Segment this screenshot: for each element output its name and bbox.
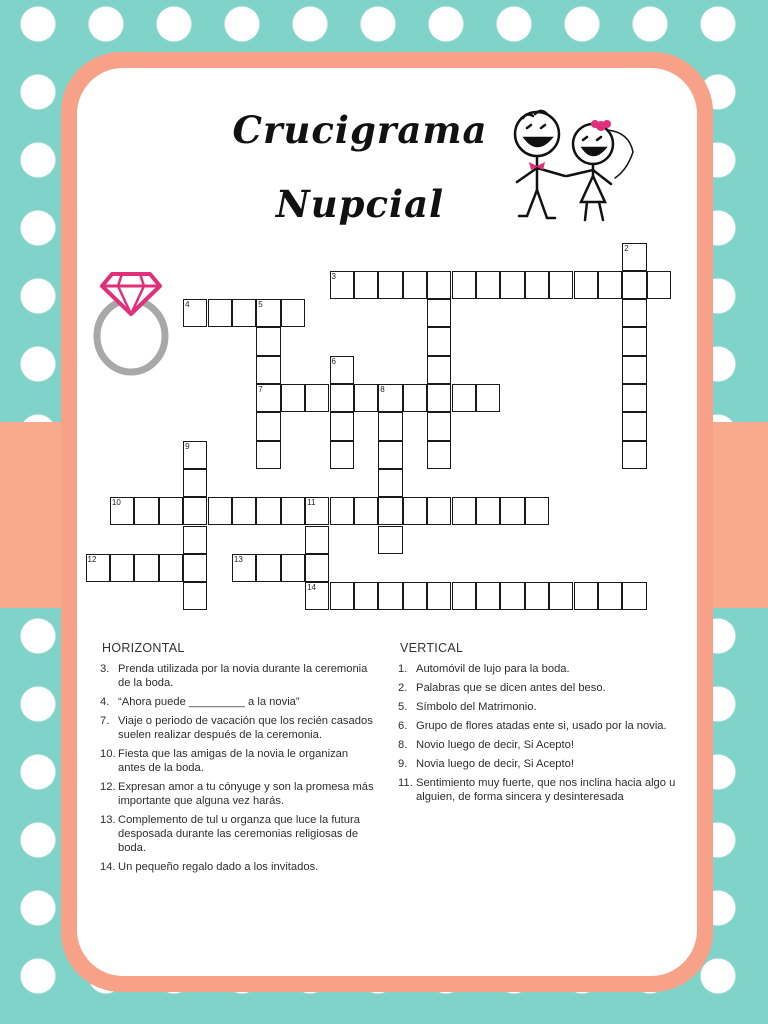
crossword-cell[interactable] xyxy=(378,271,402,299)
clue-text: Viaje o periodo de vacación que los recién casados suelen realizar después de la ceremonia. xyxy=(118,715,373,741)
crossword-cell[interactable] xyxy=(427,441,451,469)
crossword-cell[interactable] xyxy=(378,412,402,440)
clue-text: Complemento de tul u organza que luce la futura desposada durante las ceremonias religiosas de boda. xyxy=(118,814,360,854)
crossword-cell[interactable] xyxy=(159,497,183,525)
title-line-2: Nupcial xyxy=(275,182,445,226)
clue-number: 10. xyxy=(100,748,116,760)
crossword-cell[interactable] xyxy=(305,554,329,582)
crossword-cell[interactable] xyxy=(86,554,110,582)
crossword-cell[interactable] xyxy=(208,299,232,327)
crossword-cell[interactable] xyxy=(452,384,476,412)
clue-text: Novia luego de decir, Si Acepto! xyxy=(416,758,574,770)
crossword-cell[interactable] xyxy=(574,582,598,610)
crossword-cell[interactable] xyxy=(549,271,573,299)
clue-text: “Ahora puede _________ a la novia” xyxy=(118,696,300,708)
crossword-cell[interactable] xyxy=(232,299,256,327)
crossword-cell[interactable] xyxy=(330,271,354,299)
crossword-cell[interactable] xyxy=(549,582,573,610)
clue-number: 5. xyxy=(398,701,408,713)
crossword-cell[interactable] xyxy=(622,356,646,384)
horizontal-heading: HORIZONTAL xyxy=(102,641,185,655)
clue-number: 6. xyxy=(398,720,408,732)
crossword-cell[interactable] xyxy=(330,441,354,469)
crossword-cell[interactable] xyxy=(598,271,622,299)
clue-text: Un pequeño regalo dado a los invitados. xyxy=(118,861,319,873)
crossword-cell[interactable] xyxy=(378,384,402,412)
cell-number: 11 xyxy=(307,498,316,508)
crossword-cell[interactable] xyxy=(208,497,232,525)
cell-number: 6 xyxy=(331,356,336,366)
clue-text: Sentimiento muy fuerte, que nos inclina hacia algo u alguien, de forma sincera y desinteresada xyxy=(416,777,676,803)
crossword-cell[interactable] xyxy=(427,299,451,327)
crossword-cell[interactable] xyxy=(378,441,402,469)
crossword-cell[interactable] xyxy=(281,384,305,412)
crossword-cell[interactable] xyxy=(622,271,646,299)
crossword-cell[interactable] xyxy=(427,412,451,440)
clue-number: 11. xyxy=(398,777,413,789)
crossword-cell[interactable] xyxy=(452,582,476,610)
crossword-cell[interactable] xyxy=(427,356,451,384)
clue-item xyxy=(100,860,376,874)
crossword-cell[interactable] xyxy=(427,327,451,355)
clue-item xyxy=(398,776,688,804)
crossword-cell[interactable] xyxy=(476,271,500,299)
clue-number: 3. xyxy=(100,663,110,675)
clue-number: 7. xyxy=(100,715,110,727)
clue-number: 13. xyxy=(100,814,116,826)
crossword-cell[interactable] xyxy=(500,582,524,610)
cell-number: 14 xyxy=(307,583,316,593)
crossword-cell[interactable] xyxy=(110,554,134,582)
crossword-cell[interactable] xyxy=(427,271,451,299)
crossword-cell[interactable] xyxy=(574,271,598,299)
clue-item xyxy=(398,700,688,714)
crossword-cell[interactable] xyxy=(330,384,354,412)
clue-number: 9. xyxy=(398,758,408,770)
crossword-cell[interactable] xyxy=(183,497,207,525)
crossword-cell[interactable] xyxy=(403,582,427,610)
crossword-cell[interactable] xyxy=(476,582,500,610)
crossword-cell[interactable] xyxy=(305,582,329,610)
diamond-ring-icon xyxy=(86,262,176,382)
clue-number: 2. xyxy=(398,682,408,694)
crossword-cell[interactable] xyxy=(452,497,476,525)
clue-number: 14. xyxy=(100,861,116,873)
crossword-cell[interactable] xyxy=(256,299,280,327)
clue-number: 1. xyxy=(398,663,408,675)
crossword-cell[interactable] xyxy=(403,497,427,525)
crossword-cell[interactable] xyxy=(330,356,354,384)
clue-text: Expresan amor a tu cónyuge y son la promesa más importante que alguna vez harás. xyxy=(118,781,374,807)
cell-number: 13 xyxy=(233,554,243,564)
crossword-cell[interactable] xyxy=(183,469,207,497)
cell-number: 12 xyxy=(87,554,97,564)
clue-text: Prenda utilizada por la novia durante la ceremonia de la boda. xyxy=(118,663,368,689)
crossword-cell[interactable] xyxy=(476,384,500,412)
crossword-cell[interactable] xyxy=(256,497,280,525)
crossword-cell[interactable] xyxy=(378,497,402,525)
crossword-cell[interactable] xyxy=(427,582,451,610)
clue-number: 12. xyxy=(100,781,116,793)
crossword-cell[interactable] xyxy=(134,497,158,525)
crossword-cell[interactable] xyxy=(183,299,207,327)
crossword-cell[interactable] xyxy=(256,441,280,469)
crossword-cell[interactable] xyxy=(305,526,329,554)
crossword-cell[interactable] xyxy=(403,384,427,412)
crossword-cell[interactable] xyxy=(134,554,158,582)
clue-text: Grupo de flores atadas ente si, usado por la novia. xyxy=(416,720,667,732)
crossword-cell[interactable] xyxy=(256,356,280,384)
crossword-cell[interactable] xyxy=(378,526,402,554)
crossword-cell[interactable] xyxy=(622,412,646,440)
clue-text: Automóvil de lujo para la boda. xyxy=(416,663,570,675)
cell-number: 10 xyxy=(111,498,121,508)
title-line-1: Crucigrama xyxy=(232,108,488,152)
crossword-cell[interactable] xyxy=(500,271,524,299)
crossword-cell[interactable] xyxy=(305,384,329,412)
crossword-cell[interactable] xyxy=(330,412,354,440)
crossword-cell[interactable] xyxy=(452,271,476,299)
crossword-cell[interactable] xyxy=(330,497,354,525)
clue-item xyxy=(398,757,688,771)
crossword-cell[interactable] xyxy=(378,582,402,610)
clue-item xyxy=(100,695,376,709)
crossword-cell[interactable] xyxy=(256,327,280,355)
crossword-cell[interactable] xyxy=(183,554,207,582)
crossword-cell[interactable] xyxy=(354,271,378,299)
crossword-cell[interactable] xyxy=(622,327,646,355)
crossword-cell[interactable] xyxy=(110,497,134,525)
crossword-cell[interactable] xyxy=(354,582,378,610)
clue-item xyxy=(100,714,376,742)
crossword-cell[interactable] xyxy=(183,441,207,469)
crossword-cell[interactable] xyxy=(525,271,549,299)
crossword-cell[interactable] xyxy=(232,554,256,582)
crossword-cell[interactable] xyxy=(183,526,207,554)
crossword-cell[interactable] xyxy=(256,554,280,582)
clue-number: 8. xyxy=(398,739,408,751)
clue-text: Palabras que se dicen antes del beso. xyxy=(416,682,606,694)
clue-item xyxy=(398,738,688,752)
crossword-cell[interactable] xyxy=(183,582,207,610)
crossword-cell[interactable] xyxy=(598,582,622,610)
clue-item xyxy=(100,780,376,808)
clue-item xyxy=(100,662,376,690)
cell-number: 7 xyxy=(258,385,263,394)
crossword-cell[interactable] xyxy=(256,384,280,412)
crossword-cell[interactable] xyxy=(378,469,402,497)
clue-item xyxy=(100,747,376,775)
crossword-cell[interactable] xyxy=(622,582,646,610)
cell-number: 3 xyxy=(331,271,336,281)
crossword-cell[interactable] xyxy=(403,271,427,299)
vertical-clue-list xyxy=(398,662,688,809)
crossword-cell[interactable] xyxy=(256,412,280,440)
cell-number: 9 xyxy=(185,441,190,451)
crossword-cell[interactable] xyxy=(525,582,549,610)
crossword-cell[interactable] xyxy=(476,497,500,525)
crossword-cell[interactable] xyxy=(427,384,451,412)
crossword-cell[interactable] xyxy=(500,497,524,525)
crossword-cell[interactable] xyxy=(354,384,378,412)
crossword-cell[interactable] xyxy=(647,271,671,299)
crossword-cell[interactable] xyxy=(330,582,354,610)
crossword-cell[interactable] xyxy=(354,497,378,525)
clue-item xyxy=(398,681,688,695)
clue-text: Símbolo del Matrimonio. xyxy=(416,701,537,713)
clue-item xyxy=(398,662,688,676)
crossword-cell[interactable] xyxy=(281,299,305,327)
crossword-cell[interactable] xyxy=(525,497,549,525)
cell-number: 4 xyxy=(185,300,190,310)
crossword-cell[interactable] xyxy=(305,497,329,525)
clue-text: Fiesta que las amigas de la novia le organizan antes de la boda. xyxy=(118,748,349,774)
cell-number: 5 xyxy=(258,300,263,310)
crossword-cell[interactable] xyxy=(622,384,646,412)
cell-number: 2 xyxy=(624,243,629,253)
crossword-cell[interactable] xyxy=(281,497,305,525)
crossword-cell[interactable] xyxy=(622,299,646,327)
crossword-cell[interactable] xyxy=(622,441,646,469)
crossword-cell[interactable] xyxy=(159,554,183,582)
cell-number: 8 xyxy=(380,385,385,394)
bride-and-groom-illustration xyxy=(495,100,655,230)
vertical-heading: VERTICAL xyxy=(400,641,464,655)
crossword-cell[interactable] xyxy=(281,554,305,582)
crossword-cell[interactable] xyxy=(622,243,646,271)
clue-number: 4. xyxy=(100,696,110,708)
horizontal-clue-list xyxy=(100,662,376,879)
clue-item xyxy=(398,719,688,733)
crossword-cell[interactable] xyxy=(427,497,451,525)
crossword-cell[interactable] xyxy=(232,497,256,525)
clue-item xyxy=(100,813,376,855)
clue-text: Novio luego de decir, Si Acepto! xyxy=(416,739,574,751)
